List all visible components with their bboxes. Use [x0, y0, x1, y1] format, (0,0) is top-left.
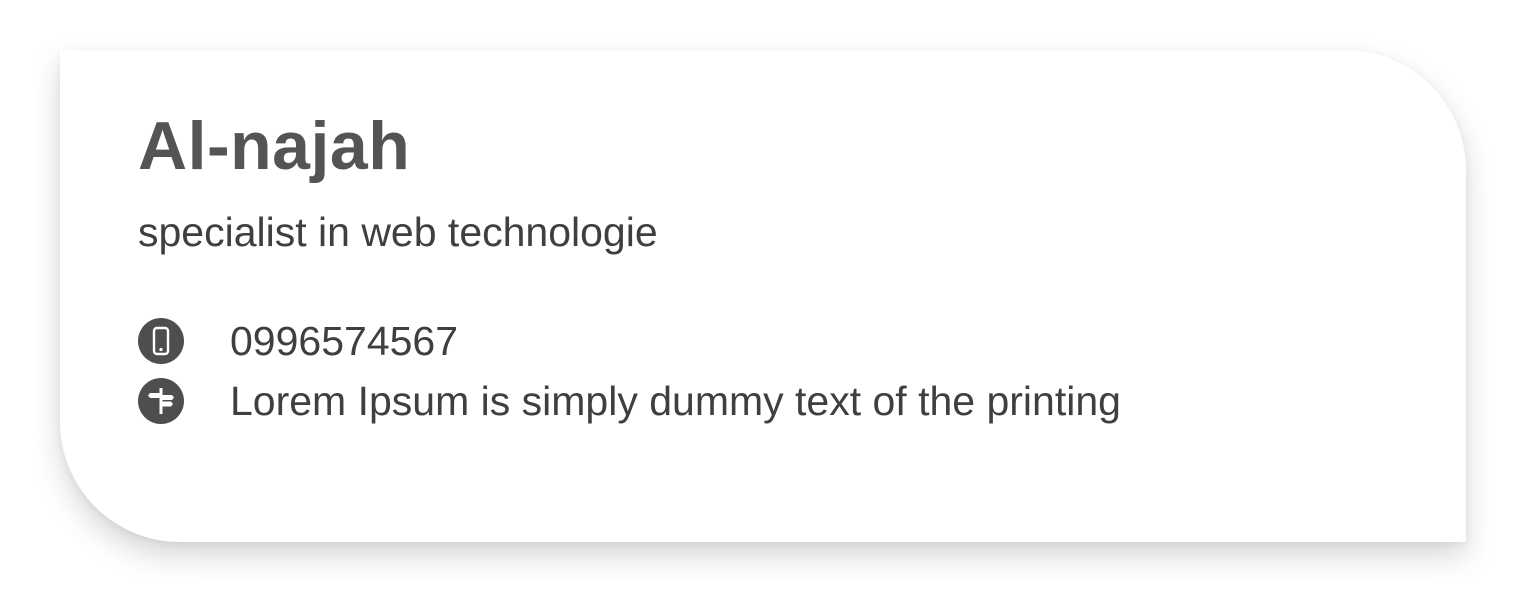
- contact-phone-row: [138, 318, 458, 364]
- mobile-phone-icon: [138, 318, 184, 364]
- contact-phone[interactable]: 0996574567: [230, 318, 459, 364]
- contact-address: Lorem Ipsum is simply dummy text of the printing: [230, 378, 1121, 424]
- contact-address-row: [138, 378, 1121, 424]
- profile-role: specialist in web technologie: [138, 209, 658, 255]
- profile-card: [60, 50, 1466, 542]
- profile-name: Al-najah: [138, 108, 411, 184]
- signpost-icon: [138, 378, 184, 424]
